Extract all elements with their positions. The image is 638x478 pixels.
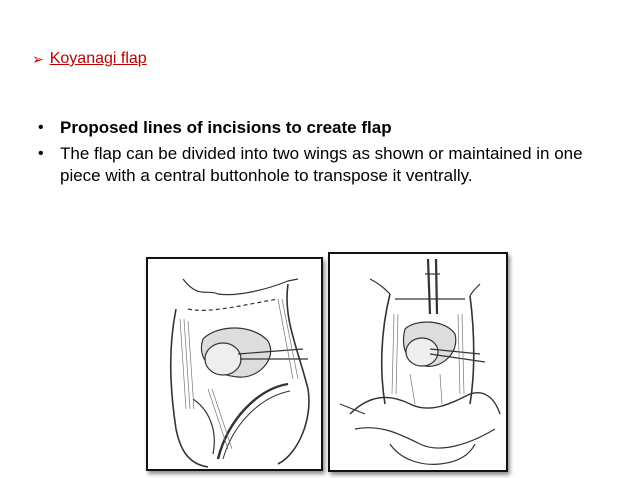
bullet-text-1: Proposed lines of incisions to create flap [60, 118, 392, 137]
surgical-illustration-left [146, 257, 323, 471]
bullet-text-2: The flap can be divided into two wings as shown or maintained in one piece with a central buttonhole to transpose it ventrally. [60, 144, 583, 185]
surgical-illustration-right [328, 252, 508, 472]
bullet-dot-icon: • [38, 119, 44, 136]
arrow-bullet-icon: ➢ [32, 50, 44, 67]
bullet-dot-icon: • [38, 145, 44, 162]
heading-title: Koyanagi flap [49, 50, 147, 67]
slide-heading [32, 50, 147, 68]
flap-transposition-drawing [330, 254, 506, 470]
bullet-item-1 [38, 117, 598, 139]
bullet-item-2 [38, 143, 598, 187]
flap-incision-drawing [148, 259, 321, 469]
bullet-list [38, 117, 598, 191]
